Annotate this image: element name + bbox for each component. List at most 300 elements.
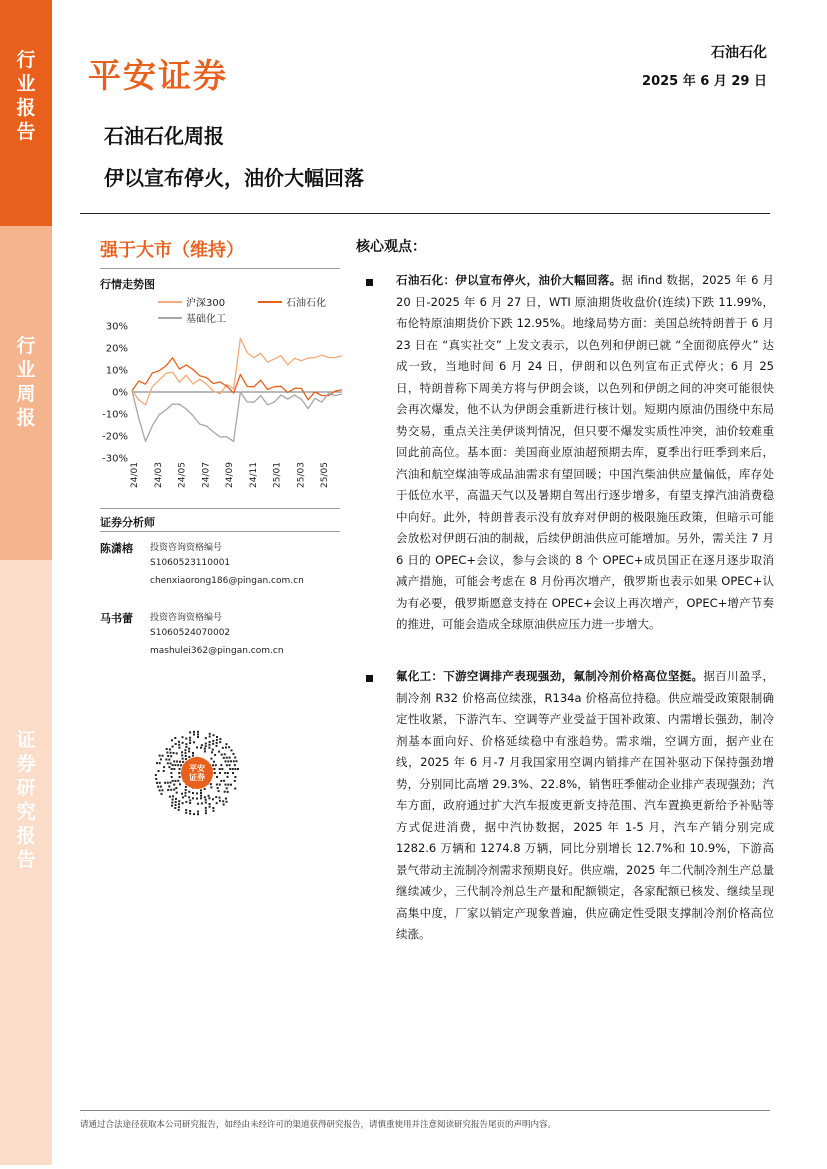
qr-dot	[167, 755, 169, 757]
qr-dot	[185, 789, 187, 791]
qr-dot	[213, 761, 215, 763]
qr-dot	[172, 764, 174, 766]
paragraph-petrochemical	[396, 270, 774, 636]
qr-dot	[179, 783, 181, 785]
qr-dot	[232, 772, 234, 774]
qr-dot	[197, 736, 199, 738]
qr-dot	[189, 731, 191, 733]
qr-dot	[167, 782, 169, 784]
qr-dot	[223, 757, 225, 759]
bullet-icon	[366, 279, 373, 286]
report-date: 2025 年 6 月 29 日	[642, 74, 767, 89]
legend-label: 沪深300	[186, 298, 226, 309]
qr-dot	[171, 768, 173, 770]
qr-dot	[226, 764, 228, 766]
qr-dot	[170, 789, 172, 791]
qr-dot	[219, 768, 221, 770]
qr-dot	[228, 746, 230, 748]
qr-dot	[176, 752, 178, 754]
qr-dot	[233, 760, 235, 762]
qr-dot	[176, 761, 178, 763]
qr-dot	[178, 741, 180, 743]
core-views-title: 核心观点：	[356, 239, 426, 255]
qr-dot	[157, 786, 159, 788]
qr-dot	[217, 787, 219, 789]
qr-dot	[156, 782, 158, 784]
qr-dot	[230, 760, 232, 762]
qr-code[interactable]	[152, 728, 242, 818]
qr-dot	[234, 788, 236, 790]
qr-dot	[233, 753, 235, 755]
qr-dot	[173, 752, 175, 754]
qr-dot	[234, 757, 236, 759]
qr-dot	[209, 806, 211, 808]
qr-dot	[155, 778, 157, 780]
qr-dot	[205, 745, 207, 747]
report-series: 石油石化周报	[104, 124, 224, 148]
qr-dot	[208, 797, 210, 799]
qr-dot	[232, 768, 234, 770]
qr-dot	[188, 796, 190, 798]
qr-dot	[216, 776, 218, 778]
analyst-license-label: 投资咨询资格编号	[150, 613, 223, 623]
sidebar-char: 究	[16, 801, 36, 823]
qr-dot	[196, 792, 198, 794]
qr-dot	[179, 768, 181, 770]
qr-dot	[172, 780, 174, 782]
qr-dot	[231, 749, 233, 751]
sidebar-section-industry-weekly	[0, 226, 52, 560]
qr-dot	[174, 737, 176, 739]
x-tick-label: 25/05	[320, 462, 330, 488]
qr-dot	[205, 807, 207, 809]
qr-dot	[234, 780, 236, 782]
qr-dot	[182, 736, 184, 738]
y-tick-label: -20%	[102, 431, 128, 443]
qr-dot	[220, 764, 222, 766]
report-title: 伊以宣布停火，油价大幅回落	[104, 166, 364, 190]
qr-dot	[162, 789, 164, 791]
qr-dot	[215, 764, 217, 766]
x-tick-label: 24/03	[153, 462, 164, 488]
qr-dot	[200, 789, 202, 791]
qr-dot	[197, 803, 199, 805]
qr-dot	[221, 754, 223, 756]
qr-dot	[189, 810, 191, 812]
qr-dot	[225, 747, 227, 749]
qr-dot	[175, 804, 177, 806]
qr-dot	[182, 796, 184, 798]
qr-dot	[178, 803, 180, 805]
qr-dot	[213, 810, 215, 812]
qr-dot	[197, 731, 199, 733]
qr-dot	[216, 742, 218, 744]
qr-dot	[223, 804, 225, 806]
sidebar-char: 报	[16, 97, 36, 119]
x-tick-label: 25/03	[296, 462, 307, 488]
sidebar-char: 业	[16, 359, 36, 381]
qr-dot	[175, 798, 177, 800]
qr-dot	[200, 797, 202, 799]
qr-dot	[196, 798, 198, 800]
qr-dot	[227, 791, 229, 793]
qr-dot	[189, 799, 191, 801]
qr-dot	[219, 772, 221, 774]
qr-dot	[188, 756, 190, 758]
qr-dot	[189, 739, 191, 741]
analyst-license-id: S1060523110001	[150, 558, 231, 568]
qr-dot	[219, 800, 221, 802]
x-tick-label: 24/05	[177, 462, 188, 488]
qr-dot	[210, 786, 212, 788]
qr-dot	[189, 737, 191, 739]
qr-dot	[164, 782, 166, 784]
qr-dot	[181, 751, 183, 753]
qr-dot	[185, 746, 187, 748]
qr-dot	[189, 813, 191, 815]
qr-dot	[200, 747, 202, 749]
qr-dot	[181, 754, 183, 756]
qr-dot	[227, 772, 229, 774]
qr-dot	[162, 755, 164, 757]
qr-dot	[201, 744, 203, 746]
qr-dot	[205, 743, 207, 745]
sidebar-char: 证	[16, 729, 36, 751]
qr-dot	[208, 747, 210, 749]
qr-dot	[216, 784, 218, 786]
qr-dot	[170, 762, 172, 764]
analysts-divider	[100, 508, 340, 509]
x-tick-label: 24/09	[225, 462, 235, 488]
analyst-license-id: S1060524070002	[150, 628, 231, 638]
qr-dot	[230, 784, 232, 786]
qr-dot	[160, 758, 162, 760]
qr-dot	[185, 809, 187, 811]
qr-dot	[204, 796, 206, 798]
qr-dot	[177, 780, 179, 782]
sidebar-char: 行	[16, 49, 36, 71]
qr-dot	[225, 784, 227, 786]
qr-dot	[182, 761, 184, 763]
qr-dot	[214, 754, 216, 756]
analyst-email[interactable]: mashulei362@pingan.com.cn	[150, 646, 284, 656]
qr-dot	[171, 802, 173, 804]
qr-dot	[169, 748, 171, 750]
qr-dot	[226, 801, 228, 803]
qr-dot	[171, 805, 173, 807]
qr-badge-text: 证券	[189, 773, 205, 782]
x-tick-label: 24/01	[130, 462, 140, 488]
sidebar-char: 研	[16, 777, 36, 799]
qr-dot	[170, 752, 172, 754]
qr-dot	[174, 807, 176, 809]
qr-dot	[227, 776, 229, 778]
qr-dot	[209, 803, 211, 805]
qr-dot	[185, 758, 187, 760]
qr-dot	[170, 755, 172, 757]
analyst-name: 马书蕾	[100, 612, 133, 625]
qr-dot	[193, 813, 195, 815]
series-line	[132, 338, 342, 405]
qr-dot	[178, 747, 180, 749]
sidebar-char: 报	[16, 407, 36, 429]
qr-dot	[178, 800, 180, 802]
footer-disclaimer: 请通过合法途径获取本公司研究报告，如经由未经许可的渠道获得研究报告，请慎重使用并注意阅读研究报告尾页的声明内容。	[80, 1120, 557, 1130]
qr-dot	[165, 759, 167, 761]
qr-dot	[226, 743, 228, 745]
header-divider	[80, 213, 770, 214]
qr-dot	[209, 744, 211, 746]
qr-dot	[193, 731, 195, 733]
series-line	[132, 391, 342, 442]
qr-dot	[170, 782, 172, 784]
qr-dot	[223, 780, 225, 782]
qr-dot	[159, 782, 161, 784]
qr-dot	[216, 739, 218, 741]
qr-dot	[208, 795, 210, 797]
chart-title: 行情走势图	[100, 278, 155, 291]
paragraph-body: 据 ifind 数据，2025 年 6 月 20 日-2025 年 6 月 27 日，WTI 原油期货收盘价(连续)下跌 11.99%，布伦特原油期货价下跌 12.95%。地缘局势方面：美国总统特朗普于 6 月 23 日在 “真实社交” 上发文表示，以色列和伊朗已就 “全面彻底停火” 达成一致，当地时间 6 月 24 日，伊朗和以色列宣布正式停火；6 月 25 日，特朗普称下周美方将与伊朗会谈，以色列和伊朗之间的冲突可能很快会再次爆发，他不认为伊朗会重新进行核计划。短期内原油仍围绕中东局势交易，重点关注美伊谈判情况，但只要不爆发实质性冲突，油价较难重回此前高位。基本面：美国商业原油超预期去库，夏季出行旺季到来后，汽油和航空煤油等成品油需求有望回暖；中国汽柴油供应量偏低，库存处于低位水平，高温天气以及暑期自驾出行逐步增多，有望支撑汽油消费稳中向好。此外，特朗普表示没有放弃对伊朗的极限施压政策，但暗示可能会放松对伊朗石油的制裁，后续伊朗油供应可能增加。另外，需关注 7 月 6 日的 OPEC+会议，参与会谈的 8 个 OPEC+成员国正在逐月逐步取消减产措施，可能会考虑在 8 月份再次增产，俄罗斯也表示如果 OPEC+认为有必要，俄罗斯愿意支持在 OPEC+会议上再次增产，OPEC+增产节奏的推进，可能会造成全球原油供应压力进一步增大。	[396, 273, 774, 631]
qr-dot	[200, 792, 202, 794]
qr-dot	[224, 791, 226, 793]
paragraph-fluorochemical	[396, 666, 774, 946]
qr-dot	[189, 802, 191, 804]
qr-dot	[185, 755, 187, 757]
qr-dot	[234, 776, 236, 778]
qr-dot	[227, 784, 229, 786]
qr-dot	[184, 749, 186, 751]
legend-label: 基础化工	[186, 314, 226, 325]
sidebar-char: 告	[16, 849, 36, 871]
qr-dot	[166, 748, 168, 750]
sidebar-char: 周	[16, 383, 36, 405]
qr-dot	[174, 764, 176, 766]
qr-dot	[181, 793, 183, 795]
qr-dot	[192, 792, 194, 794]
qr-dot	[168, 785, 170, 787]
qr-dot	[188, 748, 190, 750]
qr-dot	[212, 749, 214, 751]
qr-dot	[226, 787, 228, 789]
qr-dot	[179, 776, 181, 778]
qr-dot	[159, 789, 161, 791]
sidebar-char: 报	[16, 825, 36, 847]
qr-dot	[173, 760, 175, 762]
y-tick-label: 0%	[112, 387, 128, 399]
qr-dot	[201, 802, 203, 804]
qr-dot	[178, 772, 180, 774]
qr-dot	[222, 747, 224, 749]
qr-dot	[178, 744, 180, 746]
qr-dot	[177, 764, 179, 766]
qr-dot	[172, 746, 174, 748]
qr-dot	[212, 798, 214, 800]
rating: 强于大市（维持）	[100, 240, 244, 261]
qr-dot	[185, 792, 187, 794]
qr-dot	[204, 788, 206, 790]
qr-dot	[173, 789, 175, 791]
qr-dot	[185, 801, 187, 803]
qr-dot	[205, 810, 207, 812]
y-tick-label: -10%	[102, 409, 128, 421]
qr-dot	[219, 741, 221, 743]
y-tick-label: 10%	[105, 365, 128, 377]
qr-dot	[212, 743, 214, 745]
qr-dot	[159, 762, 161, 764]
rating-divider	[100, 268, 340, 269]
qr-dot	[224, 772, 226, 774]
qr-dot	[167, 762, 169, 764]
qr-dot	[166, 752, 168, 754]
x-tick-label: 24/11	[248, 462, 259, 488]
qr-dot	[168, 759, 170, 761]
qr-dot	[180, 764, 182, 766]
sidebar-section-industry-report	[0, 0, 52, 226]
qr-dot	[215, 796, 217, 798]
qr-dot	[219, 738, 221, 740]
qr-badge-text: 平安	[189, 764, 205, 773]
footer-divider	[80, 1110, 770, 1111]
qr-dot	[200, 795, 202, 797]
qr-dot	[237, 768, 239, 770]
qr-dot	[234, 768, 236, 770]
qr-dot	[188, 750, 190, 752]
qr-dot	[229, 764, 231, 766]
brand-logo: 平安证券	[88, 56, 228, 95]
qr-dot	[160, 786, 162, 788]
analyst-license-label: 投资咨询资格编号	[150, 543, 223, 553]
qr-dot	[173, 768, 175, 770]
sidebar-char: 行	[16, 335, 36, 357]
qr-dot	[192, 797, 194, 799]
market-trend-chart	[96, 292, 346, 497]
qr-dot	[178, 806, 180, 808]
qr-dot	[172, 795, 174, 797]
qr-dot	[204, 750, 206, 752]
qr-dot	[159, 755, 161, 757]
qr-dot	[216, 736, 218, 738]
qr-dot	[193, 734, 195, 736]
sidebar-char: 券	[16, 753, 36, 775]
qr-dot	[197, 813, 199, 815]
qr-dot	[185, 738, 187, 740]
qr-dot	[189, 742, 191, 744]
y-tick-label: -30%	[102, 453, 128, 465]
analysts-title: 证券分析师	[100, 516, 155, 529]
qr-dot	[178, 809, 180, 811]
qr-dot	[185, 812, 187, 814]
qr-dot	[212, 740, 214, 742]
qr-dot	[205, 799, 207, 801]
paragraph-body: 据百川盈孚，制冷剂 R32 价格高位续涨，R134a 价格高位持稳。供应端受政策限制确定性收紧，下游汽车、空调等产业受益于国补政策、内需增长强劲，制冷剂基本面向好、价格延续稳中有涨趋势。需求端，空调方面，据产业在线，2025 年 6 月-7 月我国家用空调内销排产在国补驱动下保持强劲增势，分别同比高增 29.3%、22.8%，销售旺季催动企业排产表现强劲；汽车方面，政府通过扩大汽车报废更新支持范围、汽车置换更新给予补贴等方式促进消费，据中汽协数据，2025 年 1-5 月，汽车产销分别完成 1282.6 万辆和 1274.8 万辆，同比分别增长 12.7%和 10.9%，下游高景气带动主流制冷剂需求预期良好。供应端，2025 年二代制冷剂生产总量继续减少，三代制冷剂总生产量和配额锁定，各家配额已核发、继续呈现高集中度，厂家以销定产现象普遍，供应确定性受限支撑制冷剂价格高位续涨。	[396, 669, 775, 941]
qr-dot	[213, 734, 215, 736]
qr-dot	[175, 743, 177, 745]
qr-dot	[210, 758, 212, 760]
sidebar-section-research-report	[0, 560, 52, 1165]
qr-dot	[229, 768, 231, 770]
qr-dot	[229, 757, 231, 759]
qr-dot	[193, 741, 195, 743]
qr-dot	[197, 811, 199, 813]
qr-dot	[205, 812, 207, 814]
qr-dot	[182, 758, 184, 760]
qr-dot	[184, 795, 186, 797]
qr-dot	[219, 784, 221, 786]
qr-dot	[192, 752, 194, 754]
qr-dot	[174, 780, 176, 782]
qr-dot	[236, 760, 238, 762]
analyst-email[interactable]: chenxiaorong186@pingan.com.cn	[150, 576, 304, 586]
analysts-title-divider	[100, 531, 340, 532]
qr-dot	[188, 791, 190, 793]
qr-dot	[218, 751, 220, 753]
qr-dot	[212, 764, 214, 766]
qr-dot	[209, 741, 211, 743]
qr-dot	[158, 770, 160, 772]
qr-dot	[175, 801, 177, 803]
qr-dot	[209, 736, 211, 738]
qr-dot	[226, 757, 228, 759]
qr-dot	[175, 787, 177, 789]
qr-dot	[227, 760, 229, 762]
qr-dot	[211, 751, 213, 753]
qr-dot	[156, 762, 158, 764]
qr-dot	[179, 761, 181, 763]
qr-dot	[220, 780, 222, 782]
qr-dot	[216, 745, 218, 747]
qr-dot	[212, 807, 214, 809]
paragraph-lead: 石油石化：伊以宣布停火，油价大幅回落。	[396, 273, 622, 287]
analyst-name: 陈潇榕	[100, 542, 133, 555]
qr-dot	[167, 789, 169, 791]
sector-label: 石油石化	[711, 45, 767, 61]
qr-dot	[234, 764, 236, 766]
qr-dot	[204, 748, 206, 750]
qr-dot	[170, 772, 172, 774]
sidebar-char: 业	[16, 73, 36, 95]
qr-dot	[173, 784, 175, 786]
qr-dot	[155, 774, 157, 776]
qr-dot	[196, 746, 198, 748]
qr-dot	[169, 796, 171, 798]
qr-dot	[224, 753, 226, 755]
qr-dot	[225, 760, 227, 762]
qr-dot	[182, 802, 184, 804]
qr-dot	[185, 786, 187, 788]
x-tick-label: 24/07	[201, 462, 212, 488]
qr-dot	[205, 802, 207, 804]
qr-dot	[163, 766, 165, 768]
x-tick-label: 25/01	[272, 462, 283, 488]
paragraph-lead: 氟化工：下游空调排产表现强劲，氟制冷剂价格高位坚挺。	[396, 669, 704, 683]
qr-dot	[210, 783, 212, 785]
qr-dot	[218, 790, 220, 792]
qr-dot	[172, 799, 174, 801]
qr-dot	[192, 755, 194, 757]
qr-dot	[222, 800, 224, 802]
qr-dot	[216, 802, 218, 804]
qr-dot	[213, 768, 215, 770]
qr-dot	[185, 752, 187, 754]
qr-dot	[176, 792, 178, 794]
qr-dot	[209, 733, 211, 735]
qr-dot	[171, 739, 173, 741]
y-tick-label: 20%	[105, 343, 128, 355]
qr-dot	[197, 733, 199, 735]
qr-dot	[185, 743, 187, 745]
qr-dot	[171, 776, 173, 778]
legend-label: 石油石化	[286, 298, 326, 309]
